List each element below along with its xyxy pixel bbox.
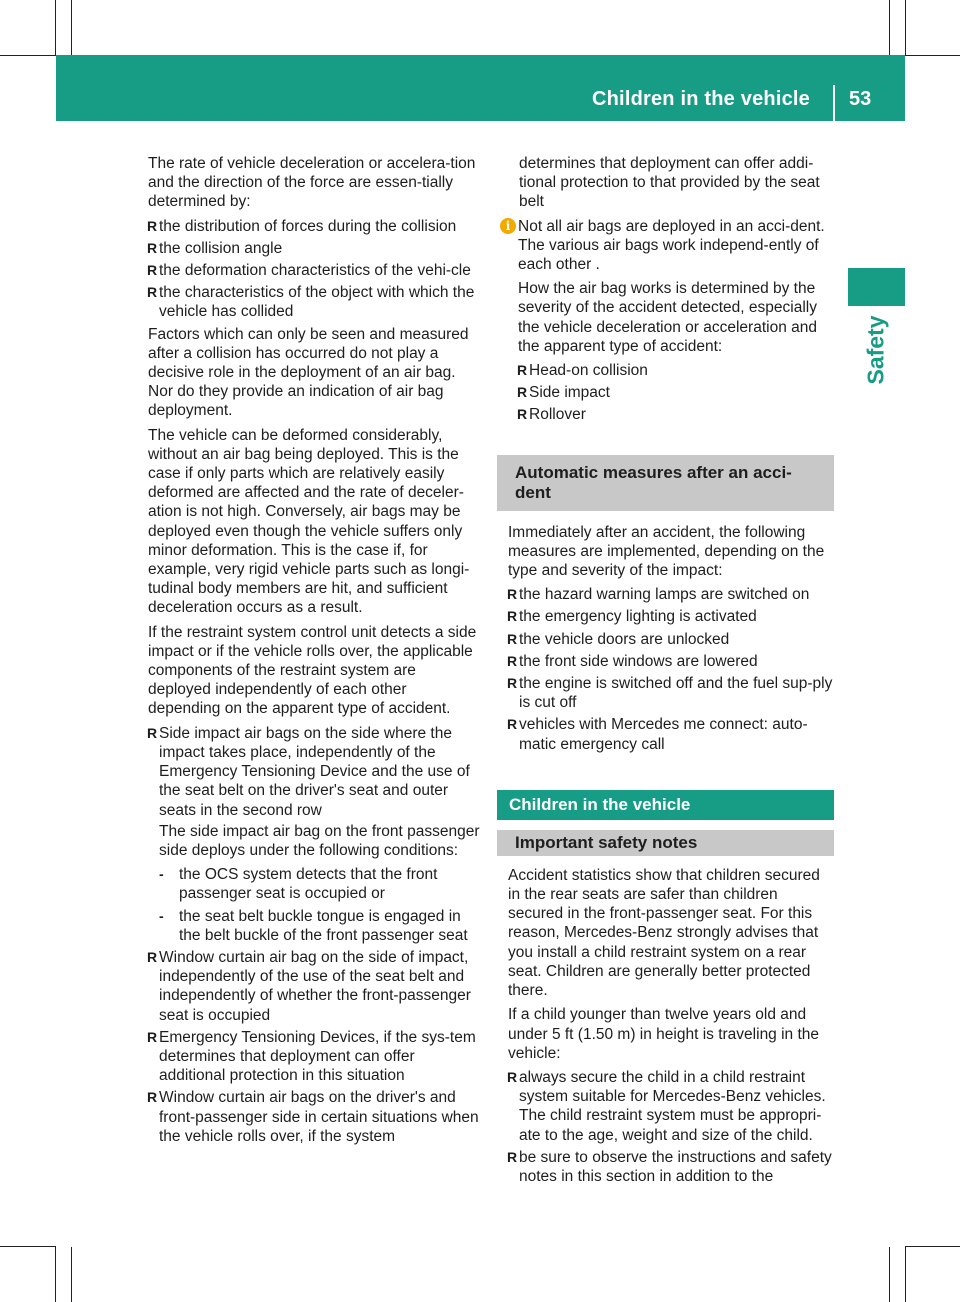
page-title: Children in the vehicle <box>592 88 810 110</box>
dash-icon: - <box>159 866 164 883</box>
list-item: R the deformation characteristics of the vehi-cle <box>147 262 471 280</box>
bullet-icon: R <box>517 406 528 423</box>
paragraph: determines that deployment can offer addi-tional protection to that provided by the seat belt <box>519 155 820 211</box>
paragraph: Factors which can only be seen and measured after a collision has occurred do not play a decisive role in the deployment of an air bag. Nor do they provide an indication of air bag deployment. <box>148 325 469 420</box>
bullet-list <box>508 1068 834 1186</box>
list-item: R the characteristics of the object with which the vehicle has collided <box>147 284 475 321</box>
bullet-icon: R <box>147 262 158 279</box>
section-heading: Important safety notes <box>497 830 834 856</box>
list-item: R Side impact <box>517 384 610 402</box>
list-item: R vehicles with Mercedes me connect: auto-matic emergency call <box>507 716 808 753</box>
dash-item: - the seat belt buckle tongue is engaged in the belt buckle of the front passenger seat <box>159 907 468 944</box>
list-item: R the hazard warning lamps are switched on <box>507 586 810 604</box>
paragraph: Accident statistics show that children secured in the rear seats are safer than children secured in the front-passenger seat. For this reason, Mercedes-Benz strongly advises that you install a child restraint system on a rear seat. Children are generally better protected there. <box>508 866 820 1000</box>
sub-paragraph: The side impact air bag on the front passenger side deploys under the following conditions: <box>159 822 480 859</box>
list-item: R Side impact air bags on the side where the impact takes place, independently of the Emergency Tensioning Device and the use of the seat belt on the driver's seat and outer seats in the second row The side impact air bag on the front passenger side deploys under the following conditions: - the OCS system detects that the front passenger seat is occupied or - the seat belt buckle tongue is engaged in the belt buckle of the front passenger seat <box>147 724 480 944</box>
paragraph: How the air bag works is determined by the severity of the accident detected, especially the vehicle deceleration or acceleration and the apparent type of accident: <box>518 280 817 355</box>
list-item: R Rollover <box>517 406 586 424</box>
bullet-icon: R <box>517 384 528 401</box>
paragraph: The vehicle can be deformed considerably, without an air bag being deployed. This is the case if only parts which are relatively easily deformed are affected and the rate of deceler-ation is not high. Conversely, air bags may be deployed even though the vehicle suffers only minor deformation. This is the case if, for example, very rigid vehicle parts such as longi-tudinal body members are hit, and sufficient deceleration occurs as a result. <box>148 426 470 617</box>
crop-mark <box>889 1247 890 1302</box>
list-item: R always secure the child in a child restraint system suitable for Mercedes-Benz vehicles. The child restraint system must be appropri-ate to the age, weight and size of the child. <box>507 1068 826 1144</box>
paragraph: Not all air bags are deployed in an acci-dent. The various air bags work independ-ently of each other . <box>518 217 825 274</box>
bullet-icon: R <box>507 716 518 733</box>
page-number: 53 <box>849 88 872 110</box>
list-item: R the vehicle doors are unlocked <box>507 630 730 648</box>
paragraph: The rate of vehicle deceleration or accelera-tion and the direction of the force are essen-tially determined by: <box>148 155 476 211</box>
list-item: R Window curtain air bag on the side of impact, independently of the use of the seat belt and independently of whether the front-passenger seat is occupied <box>147 948 471 1024</box>
bullet-icon: R <box>147 724 158 741</box>
bullet-icon: R <box>507 652 518 669</box>
crop-mark <box>0 1246 56 1247</box>
side-tab-block <box>848 268 905 306</box>
crop-mark <box>0 55 56 56</box>
list-item: R Window curtain air bags on the driver's and front-passenger side in certain situations when the vehicle rolls over, if the system <box>147 1089 479 1145</box>
bullet-icon: R <box>507 586 518 603</box>
section-heading: Automatic measures after an acci-dent <box>497 455 834 511</box>
paragraph: If a child younger than twelve years old and under 5 ft (1.50 m) in height is traveling in the vehicle: <box>508 1006 820 1062</box>
list-item: R be sure to observe the instructions and safety notes in this section in addition to the <box>507 1148 832 1185</box>
right-column <box>505 154 834 1189</box>
list-item: R the distribution of forces during the collision <box>147 217 457 235</box>
bullet-icon: R <box>507 630 518 647</box>
crop-mark <box>55 0 56 55</box>
crop-mark <box>71 0 72 55</box>
info-icon: i <box>500 218 516 234</box>
bullet-icon: R <box>147 217 158 234</box>
crop-mark <box>905 55 960 56</box>
bullet-icon: R <box>147 284 158 301</box>
list-item: R Head-on collision <box>517 362 648 380</box>
bullet-list <box>148 217 481 322</box>
dash-icon: - <box>159 907 164 924</box>
list-item: R the engine is switched off and the fuel sup-ply is cut off <box>507 675 833 712</box>
bullet-icon: R <box>517 362 528 379</box>
bullet-icon: R <box>147 239 158 256</box>
side-tab-label: Safety <box>862 315 889 385</box>
crop-mark <box>905 1247 906 1302</box>
paragraph: Immediately after an accident, the following measures are implemented, depending on the type and severity of the impact: <box>508 523 825 580</box>
bullet-icon: R <box>147 1089 158 1106</box>
list-item: R the front side windows are lowered <box>507 652 758 670</box>
bullet-icon: R <box>507 675 518 692</box>
dash-item: - the OCS system detects that the front passenger seat is occupied or <box>159 866 438 903</box>
info-note <box>505 217 834 425</box>
bullet-list <box>508 585 834 754</box>
list-item: R the emergency lighting is activated <box>507 608 757 626</box>
crop-mark <box>55 1247 56 1302</box>
crop-mark <box>905 1246 960 1247</box>
bullet-icon: R <box>507 608 518 625</box>
bullet-list <box>518 361 834 425</box>
crop-mark <box>889 0 890 55</box>
crop-mark <box>71 1247 72 1302</box>
left-column <box>148 154 481 1149</box>
bullet-icon: R <box>507 1148 518 1165</box>
bullet-icon: R <box>147 948 158 965</box>
chapter-heading: Children in the vehicle <box>497 790 834 820</box>
bullet-icon: R <box>507 1068 518 1085</box>
list-item: R the collision angle <box>147 239 283 257</box>
list-item: R Emergency Tensioning Devices, if the sys-tem determines that deployment can offer additional protection in this situation <box>147 1028 476 1085</box>
bullet-list <box>148 724 481 1146</box>
crop-mark <box>905 0 906 55</box>
dash-list <box>159 865 481 945</box>
bullet-icon: R <box>147 1028 158 1045</box>
header-divider <box>833 85 835 121</box>
paragraph: If the restraint system control unit detects a side impact or if the vehicle rolls over, the applicable components of the restraint system are deployed independently of each other depending on the apparent type of accident. <box>148 623 477 718</box>
